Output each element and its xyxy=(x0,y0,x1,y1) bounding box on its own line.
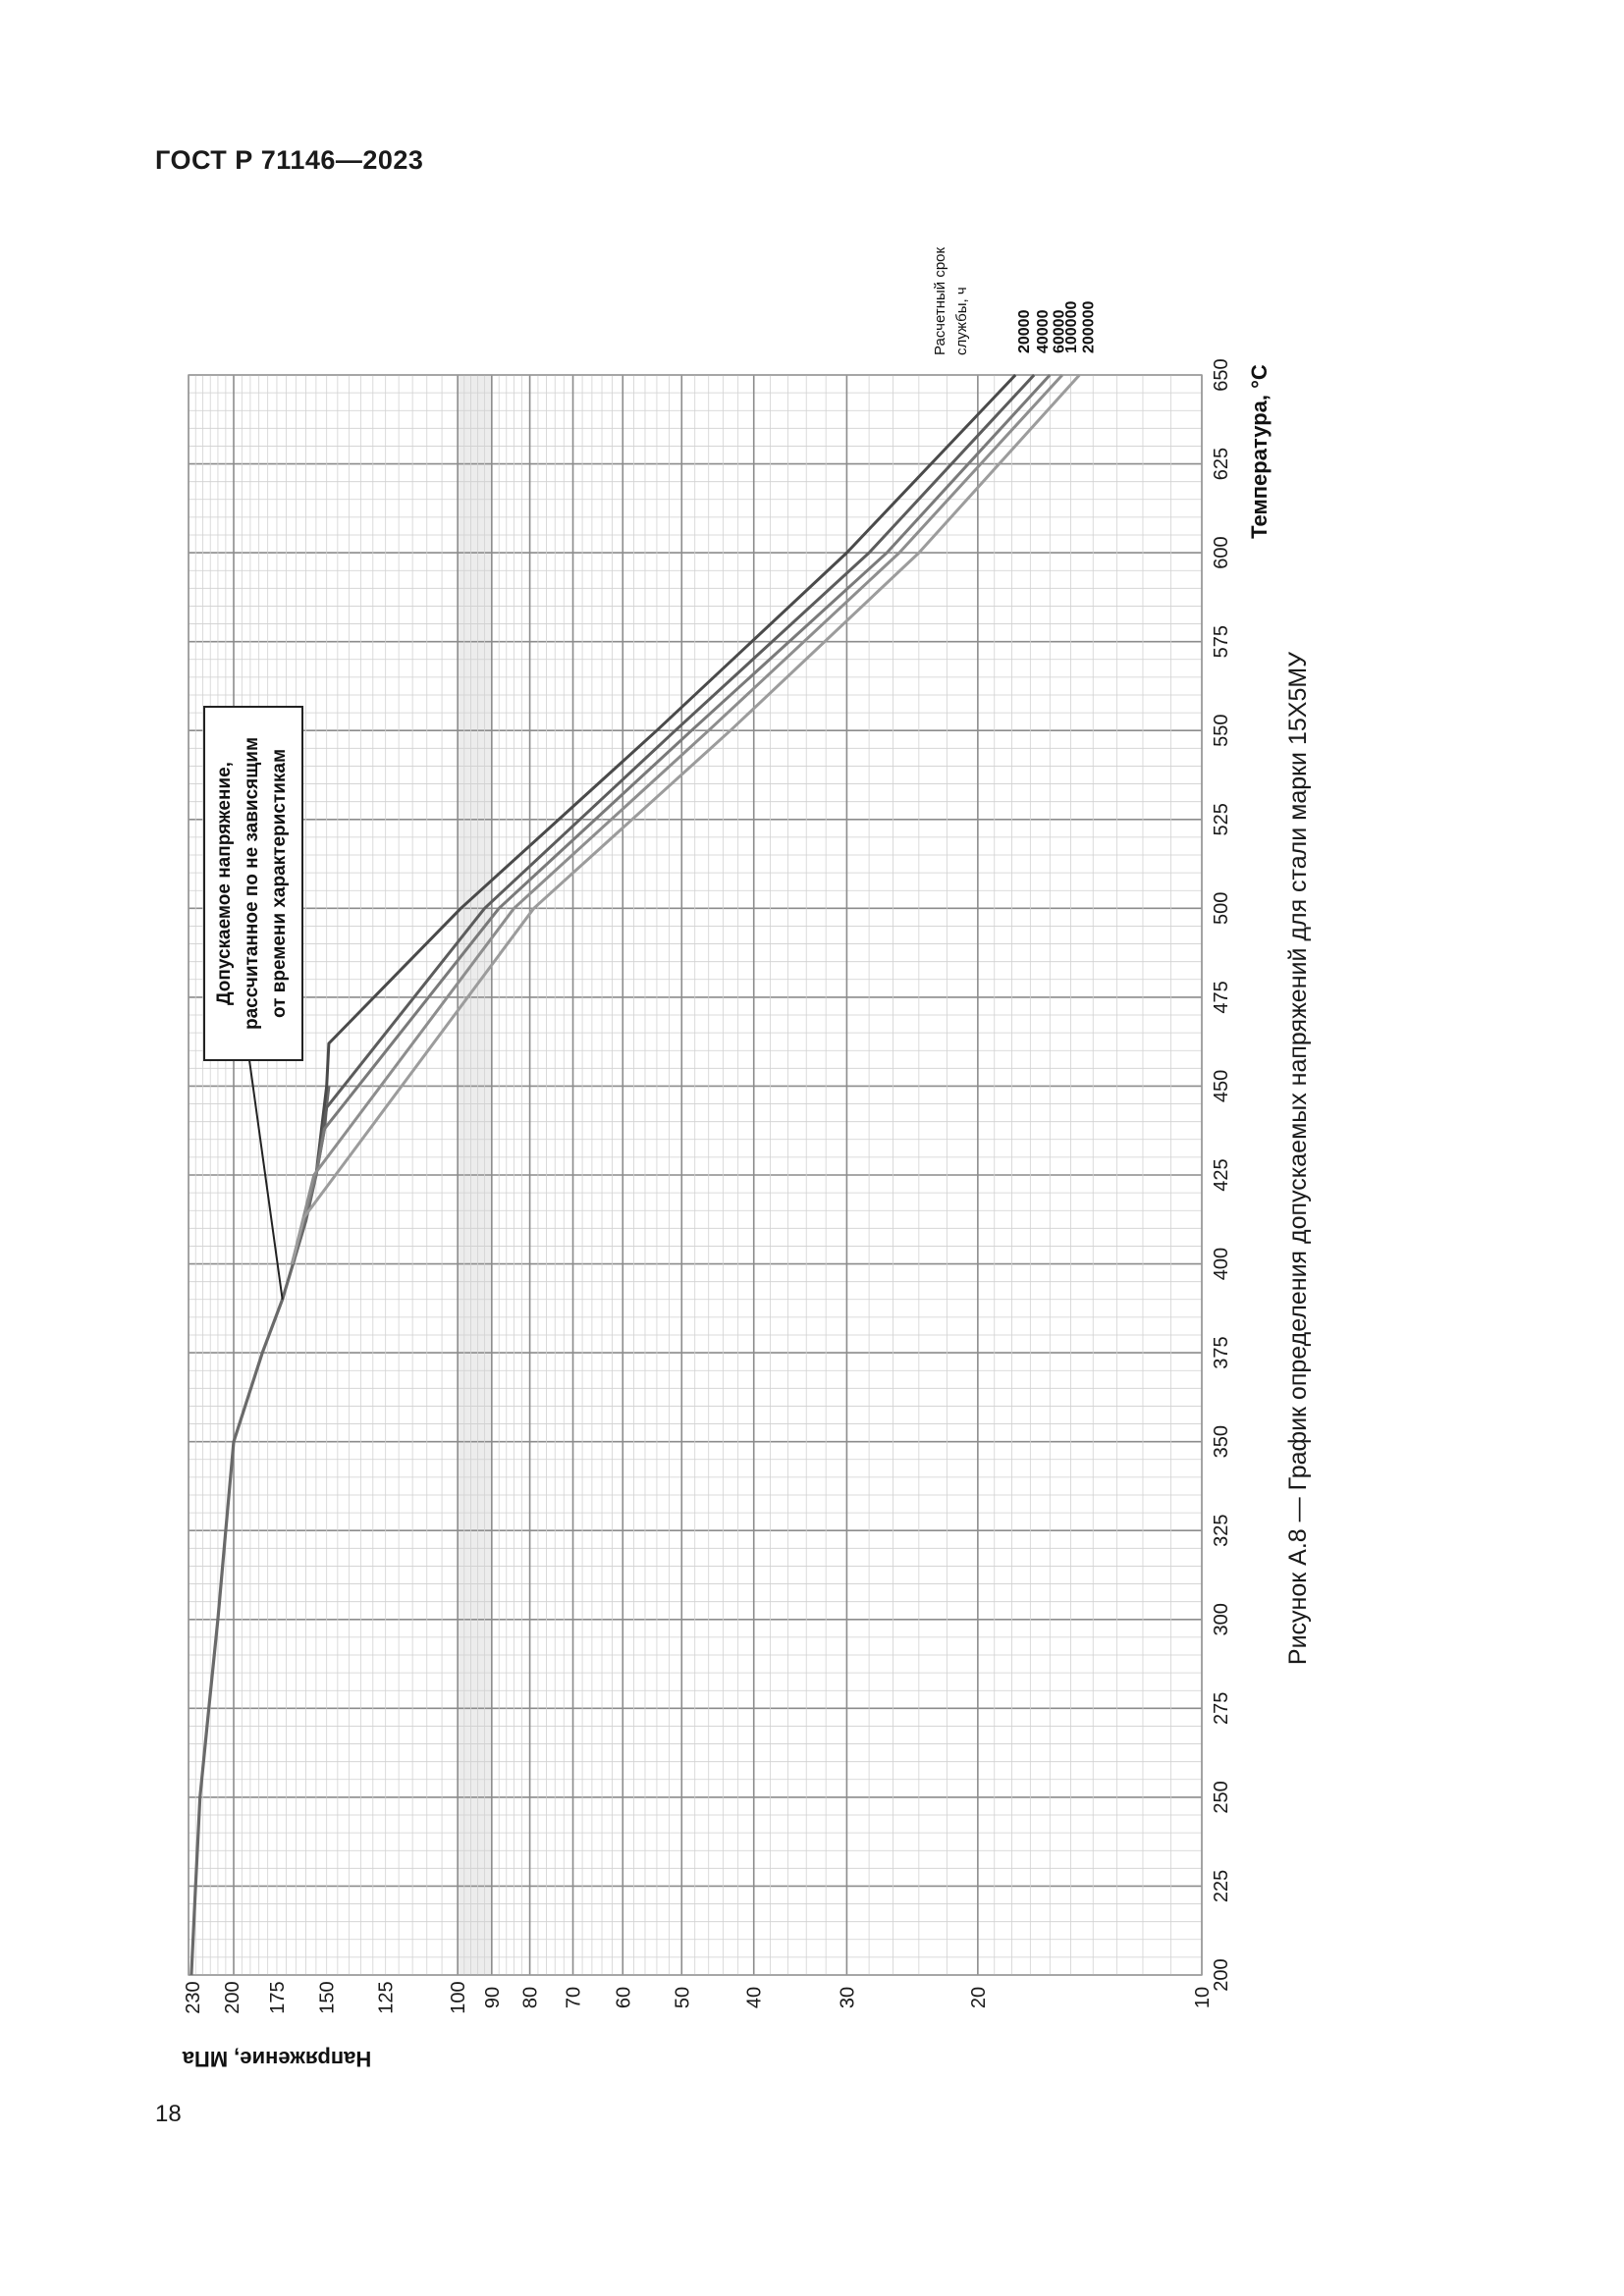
y-tick-label: 100 xyxy=(448,1981,470,2014)
legend-label-200000: 200000 xyxy=(1080,300,1098,353)
legend-title-line: службы, ч xyxy=(953,287,970,355)
y-tick-label: 150 xyxy=(316,1981,339,2014)
y-tick-label: 200 xyxy=(222,1981,244,2014)
x-tick-label: 225 xyxy=(1211,1869,1232,1903)
x-tick-label: 400 xyxy=(1211,1247,1232,1281)
legend-label-100000: 100000 xyxy=(1062,300,1080,353)
y-tick-label: 70 xyxy=(563,1986,585,2009)
chart-grid xyxy=(189,375,1202,1975)
annotation-text-line: от времени характеристикам xyxy=(269,748,290,1019)
x-tick-label: 375 xyxy=(1211,1336,1232,1369)
x-tick-label: 425 xyxy=(1211,1158,1232,1192)
x-tick-label: 450 xyxy=(1211,1069,1232,1103)
x-tick-label: 275 xyxy=(1211,1691,1232,1726)
x-axis-title: Температура, °С xyxy=(1247,364,1272,539)
x-tick-label: 300 xyxy=(1211,1603,1232,1636)
x-tick-label: 625 xyxy=(1211,447,1232,481)
x-tick-label: 350 xyxy=(1211,1424,1232,1459)
x-tick-label: 325 xyxy=(1211,1514,1232,1547)
legend-label-20000: 20000 xyxy=(1016,309,1034,353)
legend-label-40000: 40000 xyxy=(1035,309,1053,353)
y-tick-label: 90 xyxy=(481,1986,504,2009)
x-tick-label: 525 xyxy=(1211,803,1232,836)
y-tick-label: 50 xyxy=(672,1986,694,2009)
x-tick-label: 500 xyxy=(1211,891,1232,926)
x-tick-label: 575 xyxy=(1211,624,1232,659)
y-tick-label: 30 xyxy=(837,1986,859,2009)
annotation-text-line: рассчитанное по не зависящим xyxy=(242,736,262,1031)
annotation-text-line: Допускаемое напряжение, xyxy=(214,762,235,1005)
x-tick-label: 200 xyxy=(1211,1958,1232,1992)
y-tick-label: 80 xyxy=(519,1986,542,2009)
x-tick-label: 475 xyxy=(1211,981,1232,1014)
x-tick-label: 600 xyxy=(1211,536,1232,569)
figure-caption: Рисунок А.8 — График определения допускаемых напряжений для стали марки 15Х5МУ xyxy=(1284,651,1312,1666)
y-tick-label: 40 xyxy=(743,1986,766,2009)
x-tick-label: 650 xyxy=(1211,358,1232,392)
x-tick-label: 250 xyxy=(1211,1781,1232,1814)
y-tick-label: 10 xyxy=(1192,1986,1214,2009)
page-number: 18 xyxy=(155,2101,182,2127)
y-tick-label: 60 xyxy=(613,1986,635,2009)
x-tick-label: 550 xyxy=(1211,714,1232,747)
document-header: ГОСТ Р 71146—2023 xyxy=(155,145,424,175)
y-tick-label: 230 xyxy=(183,1981,204,2014)
y-tick-label: 175 xyxy=(266,1981,289,2014)
y-tick-label: 20 xyxy=(967,1986,990,2009)
y-tick-label: 125 xyxy=(375,1981,398,2014)
legend-title-line: Расчетный срок xyxy=(932,246,948,355)
legend-label-60000: 60000 xyxy=(1051,309,1068,353)
y-axis-title: Напряжение, МПа xyxy=(182,2047,372,2071)
